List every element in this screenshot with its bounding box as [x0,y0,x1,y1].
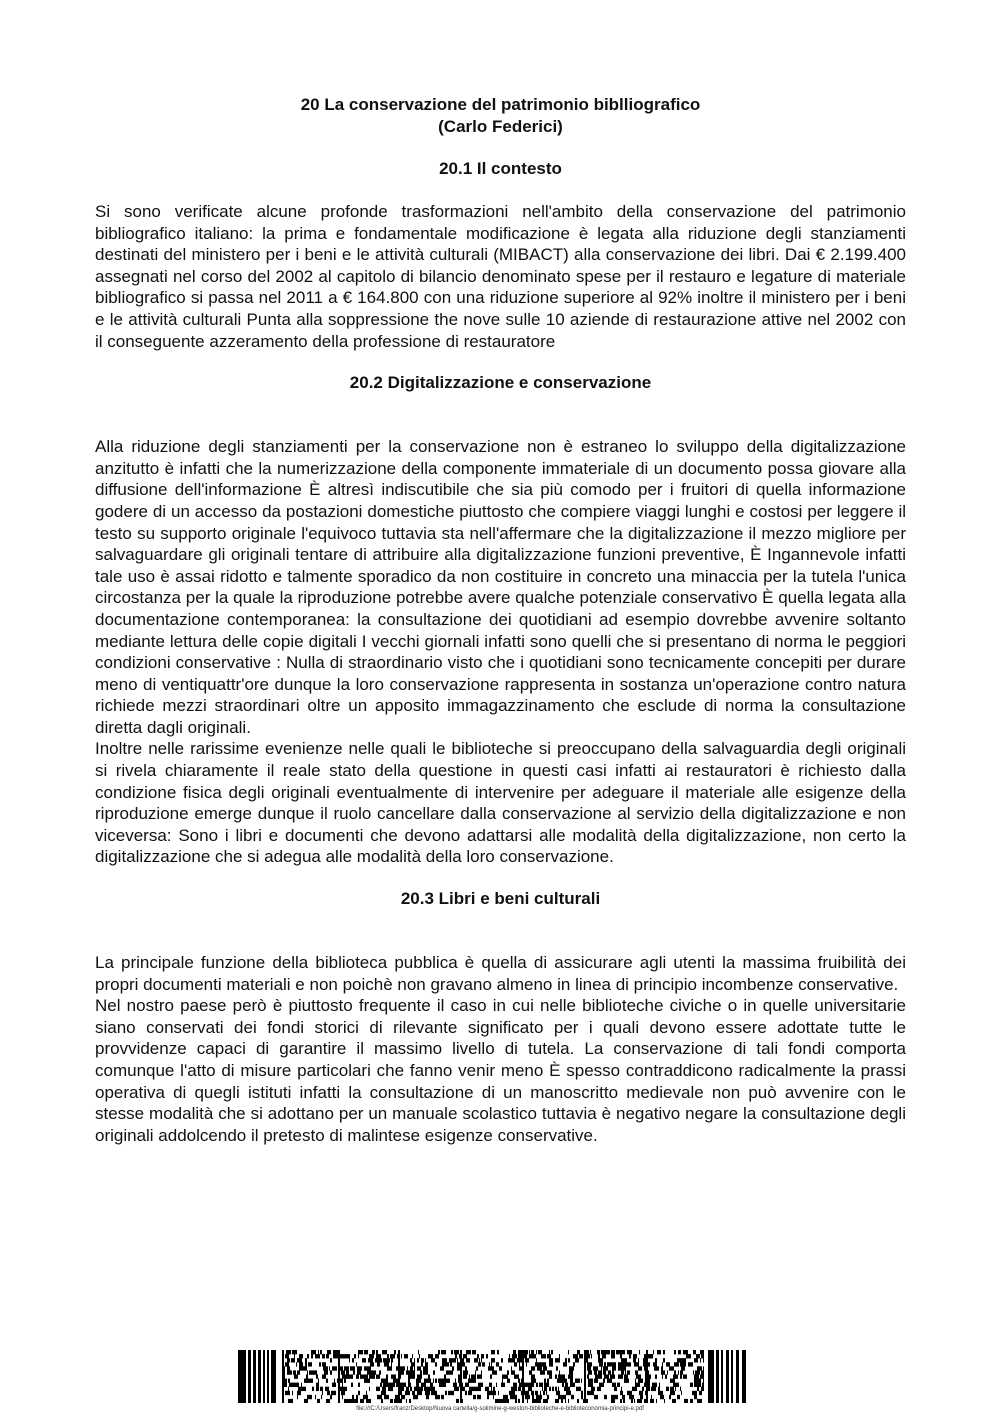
file-path-footer: file:///C:/Users/franz/Desktop/Nuova cartella/g-solimine-g-weston-biblioteche-e-biblioteconomia-principi-e.pdf [356,1406,644,1412]
section-heading-libri: 20.3 Libri e beni culturali [400,889,601,909]
paragraph-libri-1: La principale funzione della biblioteca pubblica è quella di assicurare agli utenti la massima fruibilità dei propri documenti materiali e non poichè non gravano almeno in linea di principio incombenze conservative. [95,953,906,994]
paragraph-digitalizzazione-2: Inoltre nelle rarissime evenienze nelle quali le biblioteche si preoccupano della salvaguardia degli originali si rivela chiaramente il reale stato della questione in questi casi infatti ai restauratori è richiesto dalla condizione fisica degli originali eventualmente di intervenire per adeguare il materiale alle esigenze della riproduzione emerge dunque il ruolo cancellare dalla conservazione al servizio della digitalizzazione e non viceversa: Sono i libri e documenti che devono adattarsi alle modalità della digitalizzazione, non certo la digitalizzazione che si adegua alle modalità della loro conservazione. [95,739,906,867]
section-heading-digitalizzazione: 20.2 Digitalizzazione e conservazione [349,373,652,393]
document-author: (Carlo Federici) [438,117,563,136]
barcode-image [238,1350,746,1403]
paragraph-digitalizzazione-1: Alla riduzione degli stanziamenti per la conservazione non è estraneo lo sviluppo della digitalizzazione anzitutto è infatti che la numerizzazione della componente immateriale di un documento possa giovare alla diffusione dell'informazione È altresì indiscutibile che sia più comodo per i fruitori di quella informazione godere di un accesso da postazioni domestiche piuttosto che compiere viaggi lunghi e costosi per leggere il testo su supporto originale l'equivoco tuttavia sta nell'affermare che la digitalizzazione il mezzo migliore per salvaguardare gli originali tentare di attribuire alla digitalizzazione funzioni preventive, È Ingannevole infatti tale uso è assai ridotto e talmente sporadico da non costituire in concreto una minaccia per la tutela l'unica circostanza per la quale la riproduzione potrebbe avere qualche potenziale conservativo È quella legata alla documentazione contemporanea: la consultazione dei quotidiani ad esempio dovrebbe avvenire soltanto mediante lettura delle copie digitali I vecchi giornali infatti sono quelli che si presentano di norma le peggiori condizioni conservative : Nulla di straordinario visto che i quotidiani sono tecnicamente concepiti per durare meno di ventiquattr'ore dunque la loro conservazione rappresenta in sostanza un'operazione contro natura richiede mezzi straordinari oltre un apposito immagazzinamento che esclude di norma la consultazione diretta dagli originali. [95,437,906,737]
section-heading-contesto: 20.1 Il contesto [439,159,562,178]
document-page [95,94,906,1146]
paragraph-libri-2: Nel nostro paese però è piuttosto frequente il caso in cui nelle biblioteche civiche o in quelle universitarie siano conservati dei fondi storici di rilevante significato per i quali devono essere adottate tutte le provvidenze capaci di garantire il massimo livello di tutela. La conservazione di tali fondi comporta comunque l'atto di misure particolari che fanno venir meno È spesso contraddicono radicalmente la prassi operativa di quegli istituti infatti la consultazione di un manoscritto medievale non può avvenire con le stesse modalità che si adottano per un manuale scolastico tuttavia è negativo negare la consultazione degli originali addolcendo il pretesto di malintese esigenze conservative. [95,996,906,1145]
document-title: 20 La conservazione del patrimonio biblliografico [300,95,701,114]
paragraph-contesto: Si sono verificate alcune profonde trasformazioni nell'ambito della conservazione del patrimonio bibliografico italiano: la prima e fondamentale modificazione è legata alla riduzione degli stanziamenti destinati del ministero per i beni e le attività culturali (MIBACT) alla conservazione dei libri. Dai € 2.199.400 assegnati nel corso del 2002 al capitolo di bilancio denominato spese per il restauro e legature di materiale bibliografico si passa nel 2011 a € 164.800 con una riduzione superiore al 92% inoltre il ministero per i beni e le attività culturali Punta alla soppressione the nove sulle 10 aziende di restaurazione attive nel 2002 con il conseguente azzeramento della professione di restauratore [95,202,906,351]
